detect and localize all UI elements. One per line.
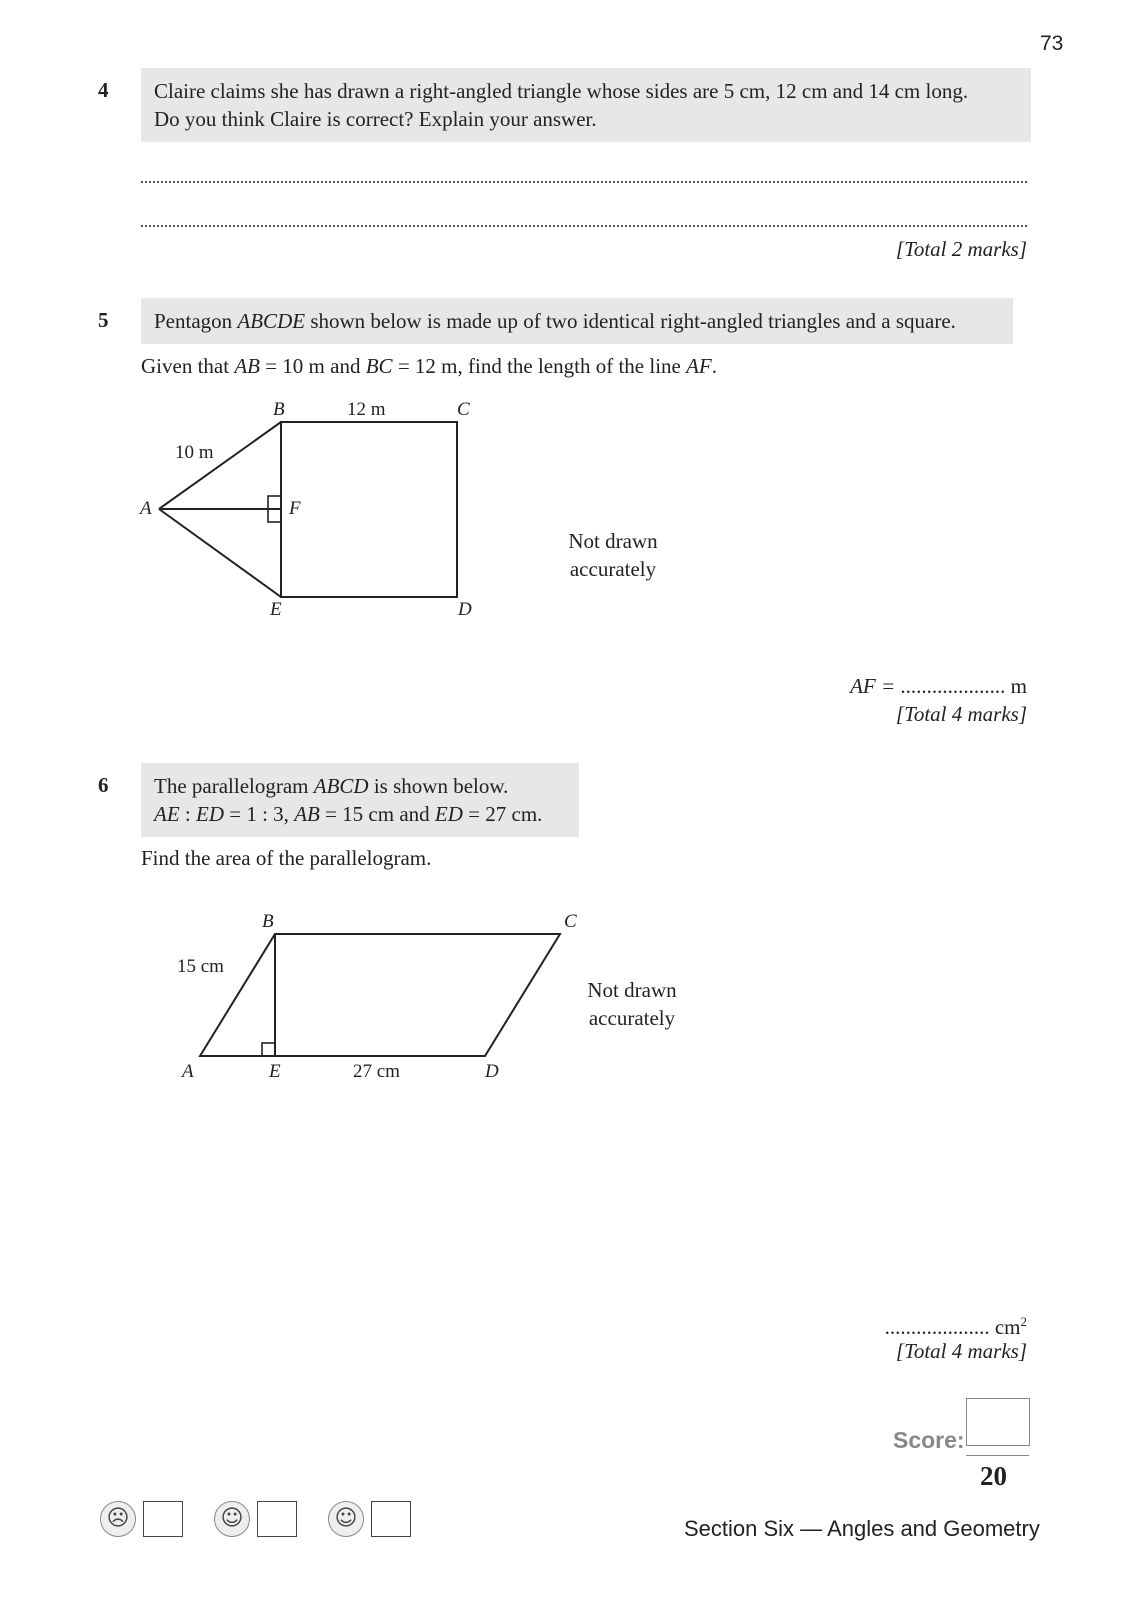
question-6-line-2 [154, 800, 566, 828]
question-5-text-before: Pentagon [154, 309, 238, 333]
label-d: D [485, 1061, 499, 1082]
given-ab: AB [234, 354, 260, 378]
question-5-number: 5 [98, 308, 109, 332]
label-ab-length: 10 m [175, 442, 214, 463]
happy-face-checkbox[interactable] [371, 1501, 411, 1537]
label-bc-length: 12 m [347, 399, 386, 420]
sad-face-checkbox[interactable] [143, 1501, 183, 1537]
neutral-face-icon: ☺ [214, 1501, 250, 1537]
answer-unit: m [1010, 674, 1027, 698]
label-c: C [457, 399, 470, 420]
page-number: 73 [1040, 32, 1064, 55]
score-box[interactable] [966, 1398, 1030, 1446]
square-bcde [281, 422, 457, 597]
answer-unit [995, 1315, 1027, 1339]
score-divider [966, 1455, 1029, 1456]
question-4-line-1: Claire claims she has drawn a right-angled triangle whose sides are 5 cm, 12 cm and 14 cm long. [154, 79, 969, 103]
section-footer: Section Six — Angles and Geometry [684, 1516, 1040, 1541]
note-line-1: Not drawn [568, 529, 658, 553]
parallelogram-name: ABCD [313, 774, 369, 798]
label-f: F [289, 498, 301, 519]
label-b: B [262, 911, 274, 932]
happy-face-icon: ☺ [328, 1501, 364, 1537]
neutral-face-checkbox[interactable] [257, 1501, 297, 1537]
q6-ed: ED [196, 802, 224, 826]
q6-text: = 27 cm. [462, 802, 543, 826]
given-text: . [711, 354, 718, 378]
unit-superscript: 2 [1020, 1314, 1027, 1329]
label-c: C [564, 911, 577, 932]
label-a: A [140, 498, 152, 519]
question-4-line-2: Do you think Claire is correct? Explain your answer. [154, 107, 597, 131]
q6-text: = 15 cm and [319, 802, 435, 826]
note-line-2: accurately [588, 1006, 676, 1030]
note-line-2: accurately [569, 557, 657, 581]
answer-prefix: AF = [850, 674, 896, 698]
parallelogram-diagram [200, 934, 560, 1056]
label-a: A [182, 1061, 194, 1082]
q6-text: = 1 : 3, [224, 802, 295, 826]
question-6-number: 6 [98, 773, 109, 797]
parallelogram-abcd [200, 934, 560, 1056]
label-b: B [273, 399, 285, 420]
question-6-instruction: Find the area of the parallelogram. [141, 846, 432, 870]
q6-ae: AE [154, 802, 180, 826]
unit-text: cm [994, 1315, 1021, 1339]
question-6-marks: [Total 4 marks] [895, 1339, 1027, 1363]
pentagon-name: ABCDE [237, 309, 306, 333]
note-line-1: Not drawn [587, 978, 677, 1002]
not-drawn-accurately-note [574, 976, 690, 1032]
label-e: E [269, 1061, 281, 1082]
question-4-marks: [Total 2 marks] [895, 237, 1027, 261]
score-total: 20 [980, 1461, 1007, 1491]
answer-af-field[interactable]: .................... [900, 674, 1006, 698]
label-ed-length: 27 cm [353, 1061, 400, 1082]
question-5-marks: [Total 4 marks] [895, 702, 1027, 726]
given-text: Given that [141, 354, 235, 378]
not-drawn-accurately-note [555, 527, 671, 583]
given-af: AF [686, 354, 712, 378]
right-angle-marker-e [262, 1043, 275, 1056]
sad-face-icon: ☹ [100, 1501, 136, 1537]
q6-text: The parallelogram [154, 774, 314, 798]
given-text: = 10 m and [259, 354, 366, 378]
q6-text: is shown below. [368, 774, 509, 798]
question-5-text-after: shown below is made up of two identical right-angled triangles and a square. [305, 309, 956, 333]
label-d: D [458, 599, 472, 620]
question-6-line-1 [154, 772, 566, 800]
label-ab-length: 15 cm [177, 956, 224, 977]
given-text: = 12 m, find the length of the line [392, 354, 687, 378]
q6-ed: ED [434, 802, 463, 826]
question-5-answer [780, 672, 1027, 700]
side-ae [159, 509, 281, 597]
answer-area-field[interactable]: .................... [884, 1315, 990, 1339]
label-e: E [270, 599, 282, 620]
q6-text: : [179, 802, 196, 826]
q6-ab: AB [294, 802, 320, 826]
score-label: Score: [893, 1427, 965, 1453]
question-6-answer [780, 1308, 1027, 1341]
given-bc: BC [365, 354, 393, 378]
question-4-number: 4 [98, 78, 109, 102]
side-ab [159, 422, 281, 509]
question-6-box [141, 763, 579, 837]
